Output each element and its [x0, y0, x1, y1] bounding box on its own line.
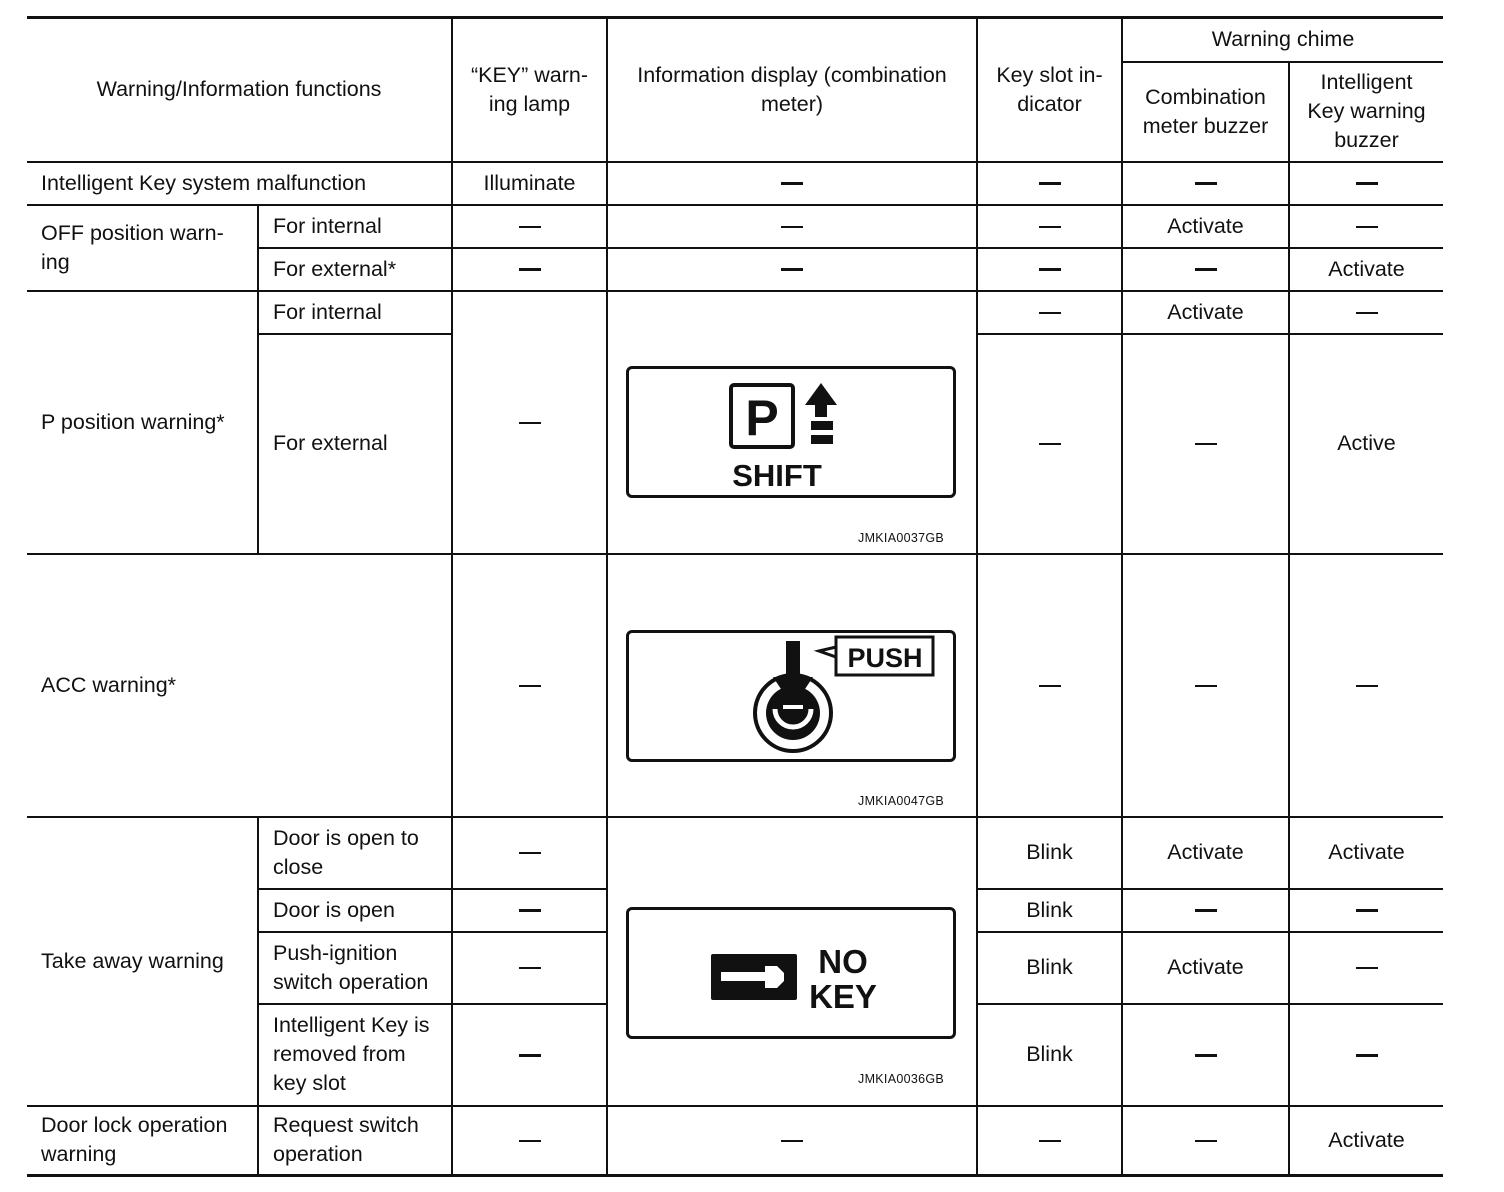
- dash: [519, 422, 541, 424]
- dash: [1356, 685, 1378, 687]
- push-code: JMKIA0047GB: [858, 793, 944, 808]
- p-external: For external: [258, 334, 452, 554]
- dash: [1039, 685, 1061, 687]
- dash: [781, 1140, 803, 1142]
- dash: [519, 268, 541, 271]
- header-intelligent-buzzer: Intelligent Key warning buzzer: [1289, 62, 1443, 162]
- p-external-intelligent: Active: [1289, 334, 1443, 554]
- nokey-display-panel: [626, 907, 956, 1039]
- shift-letter: P: [745, 389, 779, 446]
- shift-display-cell: [607, 291, 977, 554]
- shift-code: JMKIA0037GB: [858, 530, 944, 545]
- dash: [1356, 226, 1378, 228]
- take-away-3-slot: Blink: [977, 932, 1122, 1004]
- dash: [1195, 1140, 1217, 1142]
- dash: [1195, 685, 1217, 687]
- take-away-1-slot: Blink: [977, 817, 1122, 889]
- dash: [519, 1140, 541, 1142]
- dash: [1039, 443, 1061, 445]
- dash: [519, 685, 541, 687]
- warning-table: [27, 16, 1443, 1177]
- take-away-door-open: Door is open: [258, 889, 452, 932]
- shift-text: SHIFT: [732, 457, 822, 493]
- off-internal-combination: Activate: [1122, 205, 1289, 248]
- dash: [1356, 182, 1378, 185]
- dash: [1356, 1054, 1378, 1057]
- dash: [519, 852, 541, 854]
- off-internal: For internal: [258, 205, 452, 248]
- dash: [1195, 1054, 1217, 1057]
- row-take-away-label: Take away warning: [27, 817, 258, 1106]
- take-away-3-combination: Activate: [1122, 932, 1289, 1004]
- nokey-line2: KEY: [809, 977, 877, 1015]
- row-off-position-label: OFF position warn-ing: [27, 205, 258, 291]
- take-away-key-removed: Intelligent Key is removed from key slot: [258, 1004, 452, 1106]
- shift-icon: [629, 369, 953, 495]
- row-door-lock-label: Door lock operation warning: [27, 1106, 258, 1176]
- off-external: For external*: [258, 248, 452, 291]
- dash: [1356, 967, 1378, 969]
- dash: [781, 182, 803, 185]
- dash: [1195, 268, 1217, 271]
- push-display-cell: [607, 554, 977, 817]
- dash: [519, 226, 541, 228]
- dash: [781, 268, 803, 271]
- p-internal-combination: Activate: [1122, 291, 1289, 334]
- dash: [1356, 312, 1378, 314]
- nokey-line1: NO: [818, 942, 868, 980]
- nokey-code: JMKIA0036GB: [858, 1071, 944, 1086]
- dash: [519, 967, 541, 969]
- take-away-1-intelligent: Activate: [1289, 817, 1443, 889]
- dash: [1039, 268, 1061, 271]
- row-acc-label: ACC warning*: [27, 554, 452, 817]
- dash: [1195, 909, 1217, 912]
- header-info-display: Information display (combination meter): [607, 18, 977, 162]
- dash: [1039, 226, 1061, 228]
- door-lock-sub: Request switch operation: [258, 1106, 452, 1176]
- dash: [1356, 909, 1378, 912]
- header-functions: Warning/Information functions: [27, 18, 452, 162]
- dash: [1039, 182, 1061, 185]
- push-display-panel: [626, 630, 956, 762]
- take-away-1-combination: Activate: [1122, 817, 1289, 889]
- p-internal: For internal: [258, 291, 452, 334]
- header-key-slot: Key slot in-dicator: [977, 18, 1122, 162]
- dash: [519, 1054, 541, 1057]
- take-away-2-slot: Blink: [977, 889, 1122, 932]
- push-text: PUSH: [847, 642, 923, 673]
- nokey-icon: [629, 910, 953, 1036]
- dash: [781, 226, 803, 228]
- dash: [1195, 443, 1217, 445]
- take-away-4-slot: Blink: [977, 1004, 1122, 1106]
- nokey-display-cell: [607, 817, 977, 1106]
- header-key-lamp: “KEY” warn-ing lamp: [452, 18, 607, 162]
- row-malfunction-label: Intelligent Key system malfunction: [27, 162, 452, 205]
- malfunction-lamp: Illuminate: [452, 162, 607, 205]
- shift-display-panel: [626, 366, 956, 498]
- header-combination-buzzer: Combination meter buzzer: [1122, 62, 1289, 162]
- dash: [1039, 312, 1061, 314]
- off-external-intelligent: Activate: [1289, 248, 1443, 291]
- dash: [519, 909, 541, 912]
- row-p-position-label: P position warning*: [27, 291, 258, 554]
- dash: [1039, 1140, 1061, 1142]
- take-away-door-open-close: Door is open to close: [258, 817, 452, 889]
- push-button-icon: [629, 633, 953, 759]
- dash: [1195, 182, 1217, 185]
- take-away-push-ignition: Push-ignition switch operation: [258, 932, 452, 1004]
- header-warning-chime: Warning chime: [1122, 18, 1443, 62]
- door-lock-intelligent: Activate: [1289, 1106, 1443, 1176]
